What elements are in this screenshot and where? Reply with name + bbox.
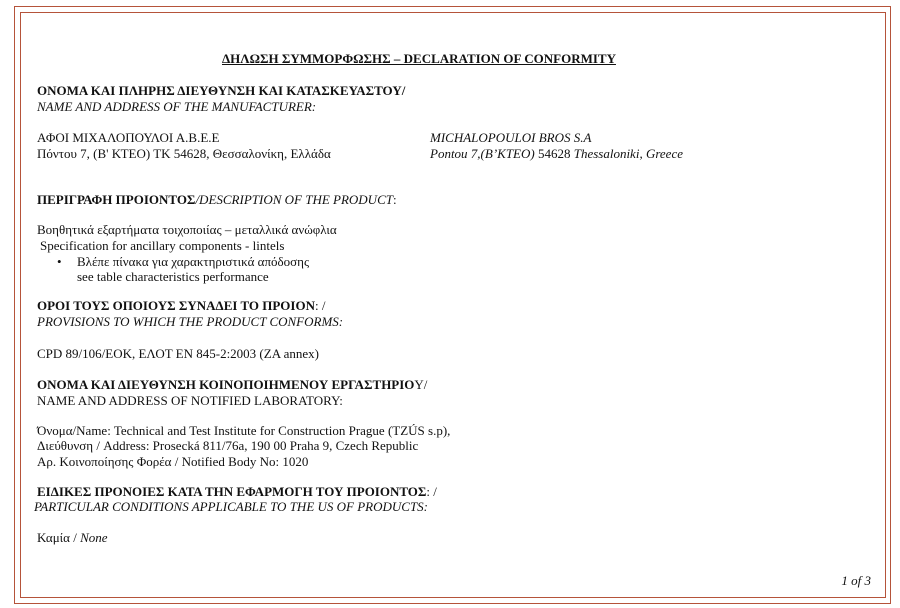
- product-line-en: Specification for ancillary components - lintels: [40, 238, 285, 253]
- laboratory-address: Διεύθυνση / Address: Prosecká 811/76a, 190 00 Praha 9, Czech Republic: [37, 438, 419, 453]
- product-heading: [37, 192, 397, 208]
- address-en-street: Pontou 7,(B’KTEO): [430, 146, 535, 161]
- manufacturer-heading-gr: ΟΝΟΜΑ ΚΑΙ ΠΛΗΡΗΣ ΔΙΕΥΘΥΝΣΗ ΚΑΙ ΚΑΤΑΣΚΕΥΑΣΤΟΥ/: [37, 83, 406, 98]
- conditions-heading: [37, 484, 437, 500]
- conditions-heading-suffix: : /: [426, 484, 437, 499]
- conditions-value-gr: Καμία /: [37, 530, 81, 545]
- product-line-gr: Βοηθητικά εξαρτήματα τοιχοποιίας – μεταλλικά ανώφλια: [37, 222, 337, 237]
- laboratory-heading-en: NAME AND ADDRESS OF NOTIFIED LABORATORY:: [37, 393, 343, 408]
- product-heading-colon: :: [392, 192, 397, 207]
- manufacturer-name-en: MICHALOPOULOI BROS S.A: [430, 130, 592, 145]
- laboratory-name: Όνομα/Name: Technical and Test Institute for Construction Prague (TZÚS s.p),: [37, 423, 451, 438]
- conditions-heading-gr: ΕΙΔΙΚΕΣ ΠΡΟΝΟΙΕΣ ΚΑΤΑ ΤΗΝ ΕΦΑΡΜΟΓΗ ΤΟΥ ΠΡΟΙΟΝΤΟΣ: [37, 484, 427, 499]
- page-number: 1 of 3: [841, 573, 871, 588]
- laboratory-heading-tail: Υ/: [414, 377, 428, 392]
- provisions-heading-gr: ΟΡΟΙ ΤΟΥΣ ΟΠΟΙΟΥΣ ΣΥΝΑΔΕΙ ΤΟ ΠΡΟΙΟΝ: [37, 298, 315, 313]
- provisions-heading-suffix: : /: [314, 298, 326, 313]
- document-title: ΔΗΛΩΣΗ ΣΥΜΜΟΡΦΩΣΗΣ – DECLARATION OF CONFORMITY: [222, 51, 616, 66]
- address-en-city: Thessaloniki, Greece: [573, 146, 683, 161]
- conditions-value-en: None: [80, 530, 108, 545]
- conditions-heading-en: PARTICULAR CONDITIONS APPLICABLE TO THE US OF PRODUCTS:: [34, 499, 428, 514]
- manufacturer-heading-en: NAME AND ADDRESS OF THE MANUFACTURER:: [37, 99, 317, 114]
- laboratory-notified-body: Αρ. Κοινοποίησης Φορέα / Notified Body No: 1020: [37, 454, 309, 469]
- provisions-text: CPD 89/106/ΕΟΚ, ΕΛΟΤ ΕΝ 845-2:2003 (ZA annex): [37, 346, 319, 361]
- product-heading-gr: ΠΕΡΙΓΡΑΦΗ ΠΡΟΙΟΝΤΟΣ: [37, 192, 196, 207]
- provisions-heading: [37, 298, 325, 314]
- manufacturer-address-en: [430, 146, 683, 162]
- conditions-value: [37, 530, 108, 546]
- laboratory-heading-gr: ΟΝΟΜΑ ΚΑΙ ΔΙΕΥΘΥΝΣΗ ΚΟΙΝΟΠΟΙΗΜΕΝΟΥ ΕΡΓΑΣΤΗΡΙΟ: [37, 377, 415, 392]
- product-bullet-gr: Βλέπε πίνακα για χαρακτηριστικά απόδοσης: [77, 254, 310, 269]
- laboratory-heading: [37, 377, 427, 393]
- address-en-postcode: 54628: [534, 146, 574, 161]
- provisions-heading-en: PROVISIONS TO WHICH THE PRODUCT CONFORMS:: [37, 314, 344, 329]
- manufacturer-name-gr: ΑΦΟΙ ΜΙΧΑΛΟΠΟΥΛΟΙ Α.Β.Ε.Ε: [37, 130, 220, 145]
- product-bullet-en: see table characteristics performance: [77, 269, 269, 284]
- product-heading-en: /DESCRIPTION OF THE PRODUCT: [195, 192, 393, 207]
- bullet-marker: •: [57, 254, 62, 269]
- manufacturer-address-gr: Πόντου 7, (Β' ΚΤΕΟ) ΤΚ 54628, Θεσσαλονίκη, Ελλάδα: [37, 146, 331, 161]
